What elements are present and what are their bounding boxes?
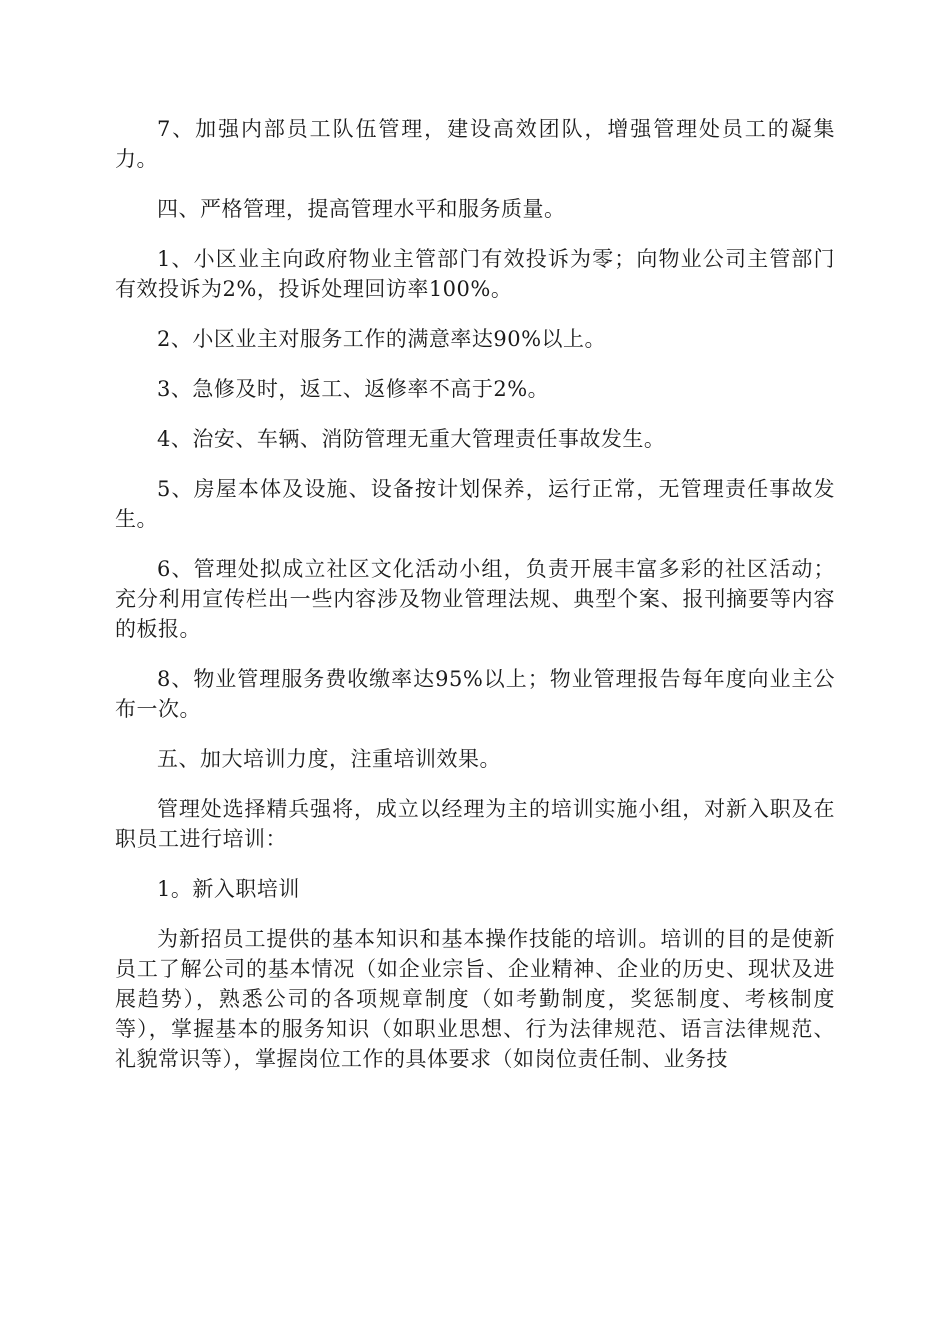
paragraph-5-maintenance: 5、房屋本体及设施、设备按计划保养，运行正常，无管理责任事故发生。 [115, 477, 835, 531]
paragraph-training-intro: 管理处选择精兵强将，成立以经理为主的培训实施小组，对新入职及在职员工进行培训： [115, 797, 835, 851]
paragraph-new-hire-details: 为新招员工提供的基本知识和基本操作技能的培训。培训的目的是使新员工了解公司的基本情况（如企业宗旨、企业精神、企业的历史、现状及进展趋势），熟悉公司的各项规章制度（如考勤制度，奖惩制度、考核制度等），掌握基本的服务知识（如职业思想、行为法律规范、语言法律规范、礼貌常识等），掌握岗位工作的具体要求（如岗位责任制、业务技 [115, 927, 835, 1071]
paragraph-6-community: 6、管理处拟成立社区文化活动小组，负责开展丰富多彩的社区活动；充分利用宣传栏出一些内容涉及物业管理法规、典型个案、报刊摘要等内容的板报。 [115, 557, 835, 641]
document-body [115, 114, 835, 1074]
paragraph-7-team: 7、加强内部员工队伍管理，建设高效团队，增强管理处员工的凝集力。 [115, 117, 835, 171]
paragraph-2-satisfaction: 2、小区业主对服务工作的满意率达90%以上。 [157, 327, 607, 351]
paragraph-1-complaints: 1、小区业主向政府物业主管部门有效投诉为零；向物业公司主管部门有效投诉为2%，投诉处理回访率100%。 [115, 247, 835, 301]
paragraph-3-repair: 3、急修及时，返工、返修率不高于2%。 [157, 377, 550, 401]
subheading-new-hire-training: 1。新入职培训 [157, 877, 300, 901]
paragraph-4-safety: 4、治安、车辆、消防管理无重大管理责任事故发生。 [157, 427, 666, 451]
section-heading-5: 五、加大培训力度，注重培训效果。 [157, 747, 501, 771]
section-heading-4: 四、严格管理，提高管理水平和服务质量。 [157, 197, 566, 221]
paragraph-8-fees: 8、物业管理服务费收缴率达95%以上；物业管理报告每年度向业主公布一次。 [115, 667, 835, 721]
